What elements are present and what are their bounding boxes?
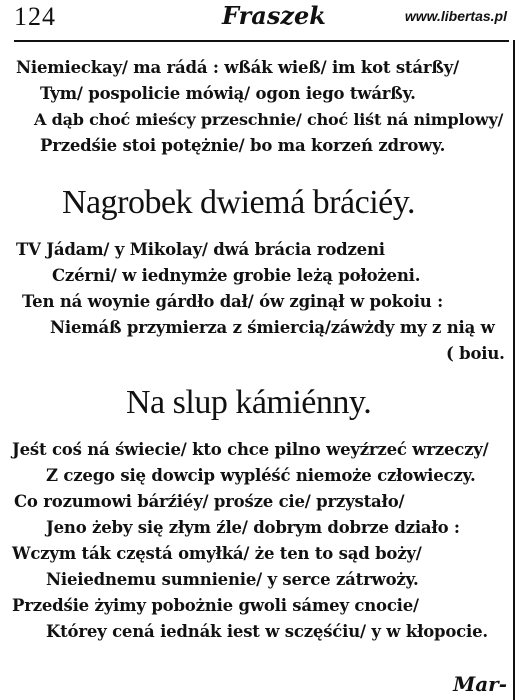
verse-line: Jeno żeby się złym źle/ dobrym dobrze działo : bbox=[46, 518, 460, 537]
verse-line: Wczym ták częstá omyłká/ że ten to sąd boży/ bbox=[12, 544, 422, 563]
right-border bbox=[513, 40, 515, 700]
verse-line: Ten ná woynie gárdło dał/ ów zginął w pokoiu : bbox=[22, 292, 444, 311]
verse-line: Przedśie żyimy pobożnie gwoli sámey cnocie/ bbox=[12, 596, 419, 615]
poem-title: Nagrobek dwiemá bráciéy. bbox=[62, 184, 416, 221]
verse-line: TV Jádam/ y Mikolay/ dwá brácia rodzeni bbox=[16, 240, 385, 259]
poem-title: Na slup kámiénny. bbox=[126, 384, 372, 421]
header-rule bbox=[14, 40, 509, 42]
verse-line: Jeśt coś ná świecie/ kto chce pilno weyźrzeć wrzeczy/ bbox=[12, 440, 489, 459]
verse-line: Nieiednemu sumnienie/ y serce zátrwoży. bbox=[46, 570, 419, 589]
verse-line: Niemieckay/ ma rádá : wßák wieß/ im kot stárßy/ bbox=[16, 58, 459, 77]
verse-line: Czérni/ w iednymże grobie leżą położeni. bbox=[52, 266, 421, 285]
running-head: Fraszek bbox=[222, 1, 326, 30]
verse-line-turnover: ( boiu. bbox=[446, 344, 505, 363]
verse-line: Niemáß przymierza z śmiercią/záwżdy my z nią w bbox=[50, 318, 495, 337]
verse-line: Co rozumowi bárźiéy/ prośze cie/ przystało/ bbox=[14, 492, 405, 511]
verse-line: Tym/ pospolicie mówią/ ogon iego twárßy. bbox=[40, 84, 416, 103]
page-number: 124 bbox=[14, 2, 56, 31]
watermark: www.libertas.pl bbox=[404, 8, 507, 24]
verse-line: Którey cená iednák iest w sczęśćiu/ y w kłopocie. bbox=[46, 622, 488, 641]
verse-line: Z czego się dowcip wypléść niemoże człowieczy. bbox=[46, 466, 476, 485]
verse-line: Przedśie stoi potężnie/ bo ma korzeń zdrowy. bbox=[40, 136, 446, 155]
verse-line: A dąb choć mieścy przeschnie/ choć liśt ná nimplowy/ bbox=[34, 110, 504, 129]
catchword: Mar- bbox=[453, 672, 507, 696]
